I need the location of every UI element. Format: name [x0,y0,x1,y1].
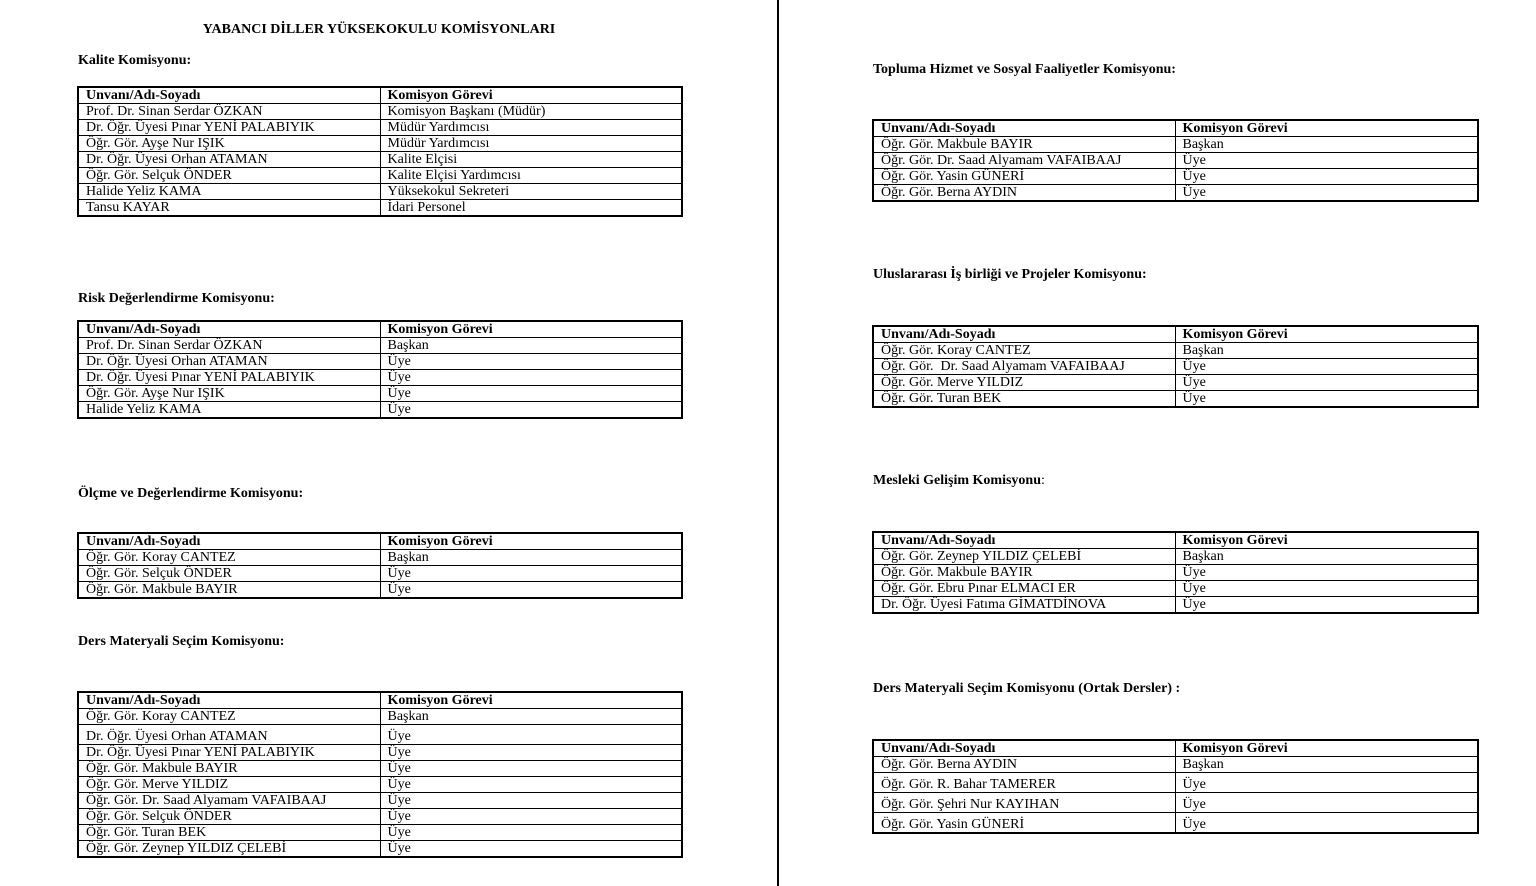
committee-table-ders-materyali [77,691,683,858]
member-name: Öğr. Gör. Şehri Nur KAYIHAN [873,793,1175,813]
column-header-role: Komisyon Görevi [380,87,682,104]
table-header-row [873,326,1478,343]
member-name: Öğr. Gör. Turan BEK [78,825,380,841]
table-row [78,566,682,582]
member-name: Halide Yeliz KAMA [78,184,380,200]
table-row [873,185,1478,202]
member-role: Başkan [1175,343,1478,359]
member-name: Dr. Öğr. Üyesi Pınar YENİ PALABIYIK [78,745,380,761]
committee-table-ortak-dersler [872,739,1479,834]
member-name: Öğr. Gör. Selçuk ÖNDER [78,809,380,825]
member-name: Öğr. Gör. Berna AYDIN [873,185,1175,202]
committee-heading: Ölçme ve Değerlendirme Komisyonu: [78,486,304,501]
member-name: Öğr. Gör. Selçuk ÖNDER [78,168,380,184]
member-role: Üye [1175,597,1478,614]
table-row [78,136,682,152]
table-row [873,375,1478,391]
committee-heading: Kalite Komisyonu: [78,53,192,68]
member-role: Üye [1175,359,1478,375]
table-row [78,809,682,825]
member-name: Öğr. Gör. Dr. Saad Alyamam VAFAIBAAJ [78,793,380,809]
member-role: Müdür Yardımcısı [380,120,682,136]
member-role: Komisyon Başkanı (Müdür) [380,104,682,120]
member-role: Üye [1175,375,1478,391]
column-header-role: Komisyon Görevi [1175,532,1478,549]
table-row [78,152,682,168]
committee-table-uluslararasi [872,325,1479,408]
table-header-row [78,533,682,550]
column-header-role: Komisyon Görevi [380,692,682,709]
member-role: Başkan [380,709,682,725]
committee-table-olcme [77,532,683,599]
member-name: Öğr. Gör. Koray CANTEZ [78,550,380,566]
column-header-name: Unvanı/Adı-Soyadı [78,321,380,338]
member-name: Öğr. Gör. R. Bahar TAMERER [873,773,1175,793]
member-name: Öğr. Gör. Ebru Pınar ELMACI ER [873,581,1175,597]
member-role: Üye [380,825,682,841]
member-name: Dr. Öğr. Üyesi Pınar YENİ PALABIYIK [78,120,380,136]
member-name: Prof. Dr. Sinan Serdar ÖZKAN [78,338,380,354]
member-role: Başkan [1175,137,1478,153]
member-name: Öğr. Gör. Merve YILDIZ [78,777,380,793]
table-row [78,104,682,120]
member-role: Üye [1175,169,1478,185]
table-header-row [873,532,1478,549]
member-role: Üye [1175,391,1478,408]
member-role: Üye [380,386,682,402]
member-name: Dr. Öğr. Üyesi Orhan ATAMAN [78,354,380,370]
column-header-name: Unvanı/Adı-Soyadı [78,87,380,104]
table-row [873,359,1478,375]
table-row [78,370,682,386]
document-title: YABANCI DİLLER YÜKSEKOKULU KOMİSYONLARI [202,22,556,37]
member-role: Başkan [1175,757,1478,773]
committee-table-kalite [77,86,683,217]
member-role: Başkan [380,550,682,566]
column-header-name: Unvanı/Adı-Soyadı [873,120,1175,137]
table-row [78,354,682,370]
table-row [873,391,1478,408]
member-role: Kalite Elçisi [380,152,682,168]
table-row [78,793,682,809]
table-row [873,137,1478,153]
member-name: Halide Yeliz KAMA [78,402,380,419]
member-name: Öğr. Gör. Ayşe Nur IŞIK [78,386,380,402]
table-header-row [873,740,1478,757]
member-role: Yüksekokul Sekreteri [380,184,682,200]
table-row [873,793,1478,813]
column-header-role: Komisyon Görevi [1175,740,1478,757]
member-name: Öğr. Gör. Makbule BAYIR [873,137,1175,153]
member-name: Öğr. Gör. Koray CANTEZ [873,343,1175,359]
table-row [873,581,1478,597]
committee-heading: Ders Materyali Seçim Komisyonu (Ortak Dersler) : [873,681,1181,696]
member-role: Müdür Yardımcısı [380,136,682,152]
table-row [873,597,1478,614]
page-divider [777,0,779,886]
table-row [78,745,682,761]
member-name: Öğr. Gör. Zeynep YILDIZ ÇELEBİ [873,549,1175,565]
member-name: Öğr. Gör. Zeynep YILDIZ ÇELEBİ [78,841,380,858]
member-role: İdari Personel [380,200,682,217]
member-name: Öğr. Gör. Ayşe Nur IŞIK [78,136,380,152]
committee-heading: Ders Materyali Seçim Komisyonu: [78,634,285,649]
table-row [78,582,682,599]
member-role: Üye [380,777,682,793]
member-role: Üye [1175,185,1478,202]
table-header-row [78,321,682,338]
table-row [78,338,682,354]
table-row [873,343,1478,359]
member-role: Üye [1175,813,1478,834]
member-name: Öğr. Gör. Selçuk ÖNDER [78,566,380,582]
member-role: Üye [1175,153,1478,169]
table-row [873,153,1478,169]
committee-heading-text: Mesleki Gelişim Komisyonu [873,473,1041,488]
member-name: Dr. Öğr. Üyesi Fatıma GİMATDİNOVA [873,597,1175,614]
table-header-row [78,87,682,104]
committee-table-mesleki-gelisim [872,531,1479,614]
table-header-row [78,692,682,709]
committee-heading: Uluslararası İş birliği ve Projeler Komisyonu: [873,267,1147,282]
member-role: Üye [380,841,682,858]
member-role: Üye [380,745,682,761]
member-name: Öğr. Gör. Dr. Saad Alyamam VAFAIBAAJ [873,359,1175,375]
table-row [78,725,682,745]
committee-table-topluma-hizmet [872,119,1479,202]
member-name: Öğr. Gör. Yasin GÜNERİ [873,169,1175,185]
member-role: Üye [380,761,682,777]
member-name: Tansu KAYAR [78,200,380,217]
member-role: Üye [1175,581,1478,597]
committee-table-risk [77,320,683,419]
member-name: Dr. Öğr. Üyesi Pınar YENİ PALABIYIK [78,370,380,386]
column-header-name: Unvanı/Adı-Soyadı [873,326,1175,343]
column-header-name: Unvanı/Adı-Soyadı [78,692,380,709]
member-role: Üye [380,354,682,370]
table-row [78,402,682,419]
member-name: Öğr. Gör. Yasin GÜNERİ [873,813,1175,834]
member-role: Üye [380,582,682,599]
member-name: Dr. Öğr. Üyesi Orhan ATAMAN [78,152,380,168]
table-row [873,169,1478,185]
table-row [873,565,1478,581]
member-role: Üye [380,725,682,745]
member-role: Başkan [380,338,682,354]
table-row [78,761,682,777]
table-row [78,120,682,136]
column-header-name: Unvanı/Adı-Soyadı [873,740,1175,757]
table-row [78,184,682,200]
table-row [873,813,1478,834]
member-name: Öğr. Gör. Makbule BAYIR [78,582,380,599]
member-role: Üye [380,370,682,386]
member-name: Öğr. Gör. Koray CANTEZ [78,709,380,725]
table-row [873,773,1478,793]
member-name: Öğr. Gör. Makbule BAYIR [873,565,1175,581]
committee-heading: Risk Değerlendirme Komisyonu: [78,291,275,306]
member-name: Öğr. Gör. Merve YILDIZ [873,375,1175,391]
table-row [78,168,682,184]
member-role: Kalite Elçisi Yardımcısı [380,168,682,184]
table-row [78,825,682,841]
member-name: Öğr. Gör. Berna AYDIN [873,757,1175,773]
column-header-role: Komisyon Görevi [380,321,682,338]
member-name: Öğr. Gör. Turan BEK [873,391,1175,408]
member-role: Üye [1175,793,1478,813]
member-role: Üye [380,809,682,825]
column-header-name: Unvanı/Adı-Soyadı [873,532,1175,549]
table-row [78,777,682,793]
table-header-row [873,120,1478,137]
member-role: Başkan [1175,549,1478,565]
member-role: Üye [1175,565,1478,581]
member-role: Üye [380,566,682,582]
table-row [78,841,682,858]
member-role: Üye [380,402,682,419]
table-row [78,200,682,217]
column-header-role: Komisyon Görevi [1175,326,1478,343]
table-row [873,549,1478,565]
member-name: Öğr. Gör. Dr. Saad Alyamam VAFAIBAAJ [873,153,1175,169]
member-role: Üye [380,793,682,809]
column-header-name: Unvanı/Adı-Soyadı [78,533,380,550]
table-row [78,386,682,402]
committee-heading [873,473,1045,489]
committee-heading-colon: : [1041,473,1045,488]
column-header-role: Komisyon Görevi [380,533,682,550]
member-name: Prof. Dr. Sinan Serdar ÖZKAN [78,104,380,120]
column-header-role: Komisyon Görevi [1175,120,1478,137]
table-row [78,709,682,725]
member-name: Öğr. Gör. Makbule BAYIR [78,761,380,777]
member-name: Dr. Öğr. Üyesi Orhan ATAMAN [78,725,380,745]
member-role: Üye [1175,773,1478,793]
table-row [78,550,682,566]
table-row [873,757,1478,773]
committee-heading: Topluma Hizmet ve Sosyal Faaliyetler Komisyonu: [873,62,1176,77]
